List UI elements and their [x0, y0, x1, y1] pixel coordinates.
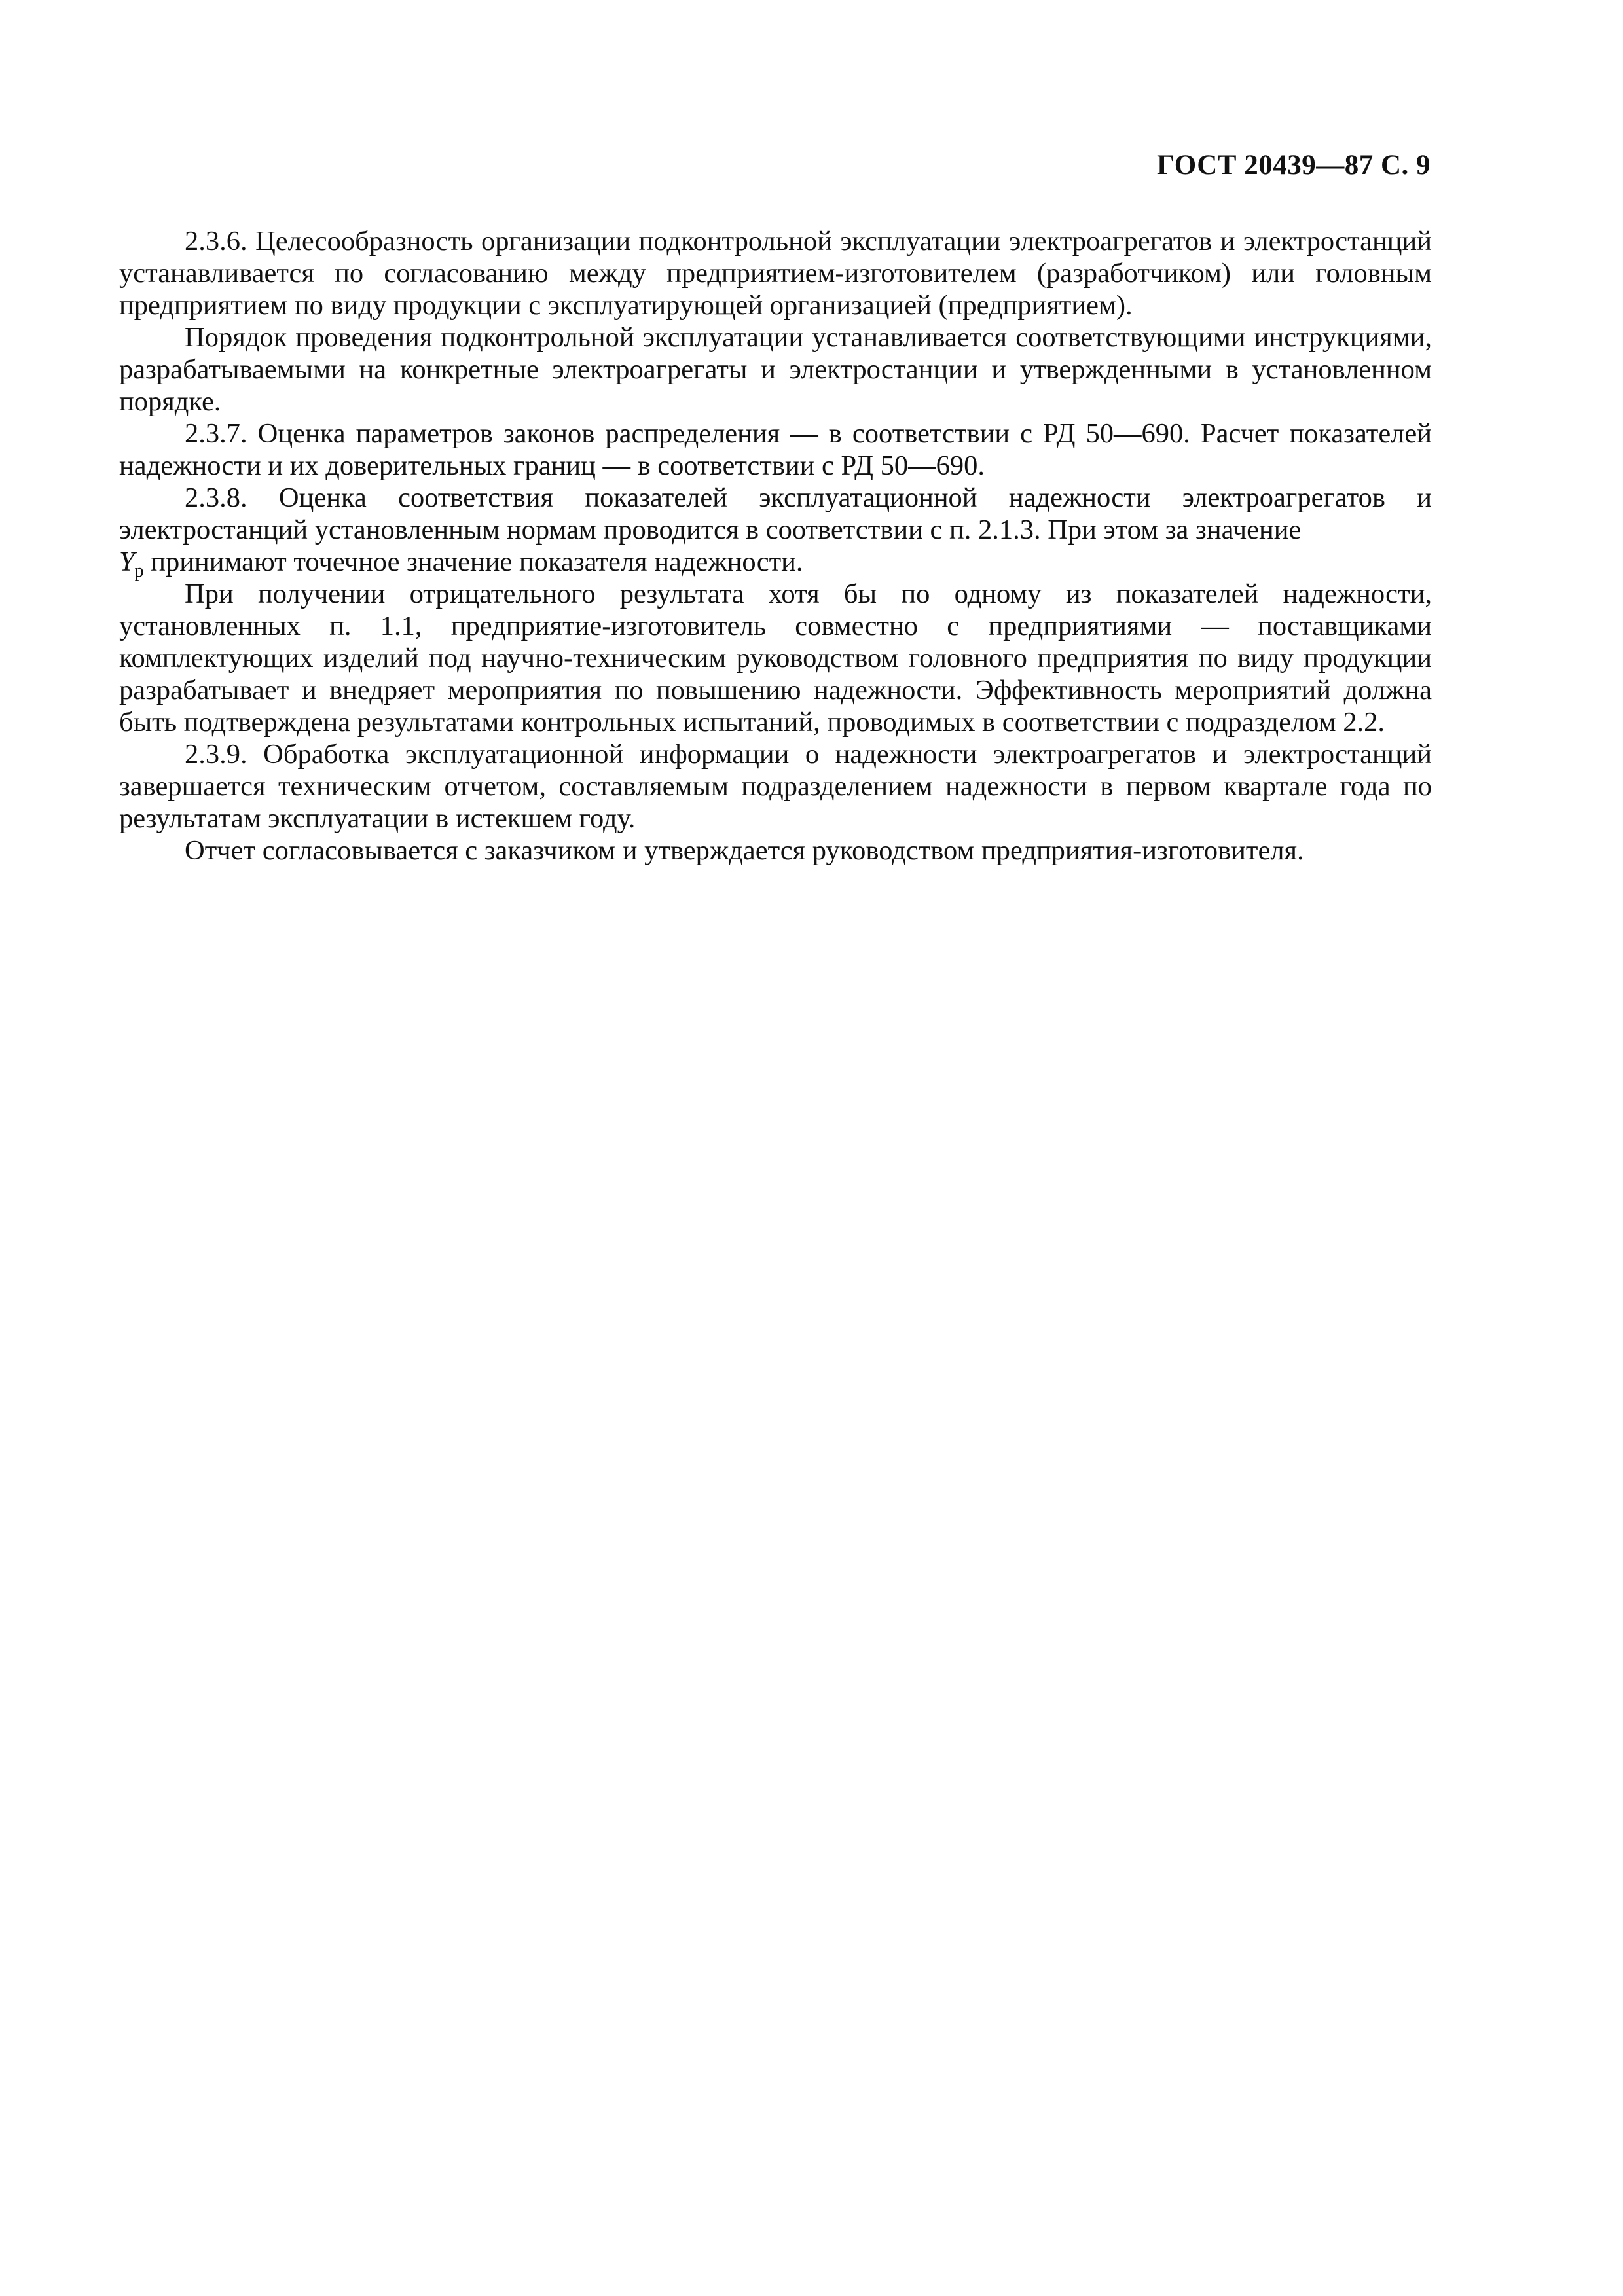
page-header: ГОСТ 20439—87 С. 9 — [1156, 150, 1431, 181]
document-body — [119, 225, 1432, 867]
formula-subscript: р — [134, 561, 144, 581]
paragraph-2-3-8 — [119, 482, 1432, 581]
paragraph-negative-result: При получении отрицательного результата хотя бы по одному из показателей надежности, установленных п. 1.1, предприятие-изготовитель совместно с предприятиями — поставщиками комплектующих изделий под научно-техническим руководством головного предприятия по виду продукции разрабатывает и внедряет мероприятия по повышению надежности. Эффективность мероприятий должна быть подтверждена результатами контрольных испытаний, проводимых в соответствии с подразделом 2.2. — [119, 579, 1432, 738]
paragraph-report: Отчет согласовывается с заказчиком и утверждается руководством предприятия-изготовителя. — [185, 835, 1304, 866]
paragraph-2-3-8-text: 2.3.8. Оценка соответствия показателей эксплуатационной надежности электроагрегатов и электростанций установленным нормам проводится в соответствии с п. 2.1.3. При этом за значение — [119, 482, 1432, 545]
formula-symbol: Y — [119, 547, 135, 577]
formula-text: принимают точечное значение показателя надежности. — [151, 547, 803, 577]
paragraph-2-3-6: 2.3.6. Целесообразность организации подконтрольной эксплуатации электроагрегатов и электростанций устанавливается по согласованию между предприятием-изготовителем (разработчиком) или головным предприятием по виду продукции с эксплуатирующей организацией (предприятием). — [119, 226, 1432, 321]
paragraph-procedure: Порядок проведения подконтрольной эксплуатации устанавливается соответствующими инструкциями, разрабатываемыми на конкретные электроагрегаты и электростанции и утвержденными в установленном порядке. — [119, 322, 1432, 417]
paragraph-2-3-9: 2.3.9. Обработка эксплуатационной информации о надежности электроагрегатов и электростанций завершается техническим отчетом, составляемым подразделением надежности в первом квартале года по результатам эксплуатации в истекшем году. — [119, 739, 1432, 834]
paragraph-2-3-7: 2.3.7. Оценка параметров законов распределения — в соответствии с РД 50—690. Расчет показателей надежности и их доверительных границ — в соответствии с РД 50—690. — [119, 418, 1432, 481]
